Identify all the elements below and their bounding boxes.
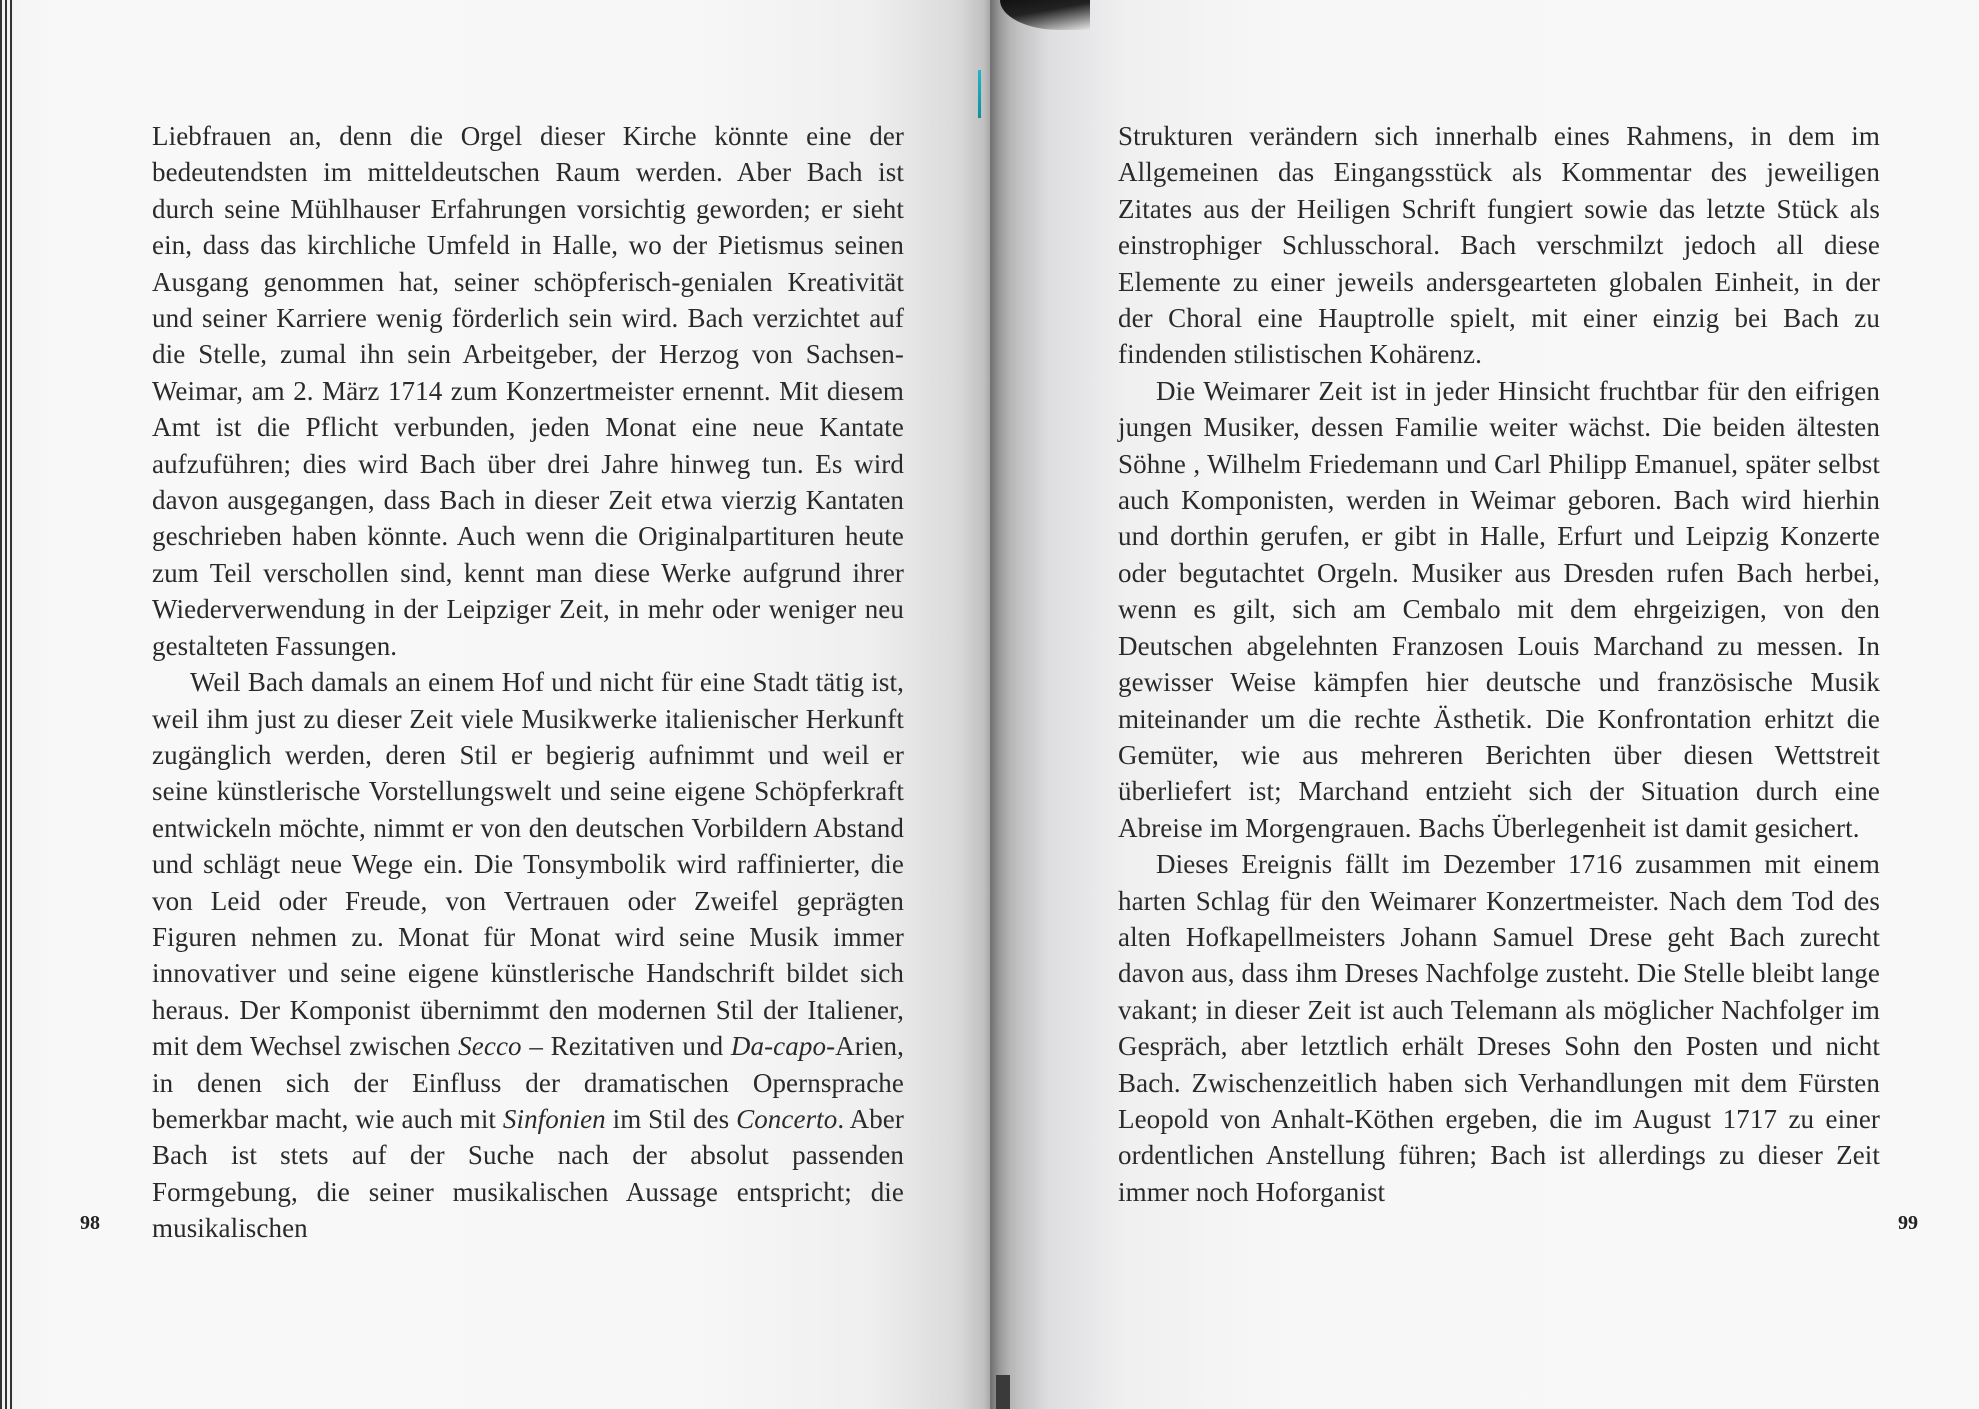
left-paragraph-2-start: Weil Bach damals an einem Hof und nicht für eine Stadt tätig ist, weil ihm just zu dieser Zeit viele Musikwerke italienischer Herkunft zugänglich werden, deren Stil er begierig aufnimmt und weil er seine künstlerische Vorstellungswelt und seine eigene Schöpferkraft entwickeln möchte, nimmt er von den deutschen Vorbildern Abstand und schlägt neue Wege ein. Die Tonsymbolik wird raffinierter, die von Leid oder Freude, von Vertrauen oder Zweifel geprägten Figuren nehmen zu. Monat für Monat wird seine Musik immer innovativer und seine eigene künstlerische Handschrift bildet sich heraus. Der Komponist übernimmt den modernen Stil der Italiener, mit dem Wechsel zwischen <box>152 667 904 1062</box>
right-paragraph-1: Strukturen verändern sich innerhalb eines Rahmens, in dem im Allgemeinen das Eingangsstück als Kommentar des jeweiligen Zitates aus der Heiligen Schrift fungiert sowie das letzte Stück als einstrophiger Schlusschoral. Bach verschmilzt jedoch all diese Elemente zu einer jeweils andersgearteten globalen Einheit, in der der Choral eine Hauptrolle spielt, mit einer einzig bei Bach zu findenden stilistischen Kohärenz. <box>1118 121 1880 370</box>
left-paragraph-1: Liebfrauen an, denn die Orgel dieser Kirche könnte eine der bedeutendsten im mitteldeutschen Raum werden. Aber Bach ist durch seine Mühlhauser Erfahrungen vorsichtig geworden; er sieht ein, dass das kirchliche Umfeld in Halle, wo der Pietismus seinen Ausgang genommen hat, seiner schöpferisch-genialen Kreativität und seiner Karriere wenig förderlich sein wird. Bach verzichtet auf die Stelle, zumal ihn sein Arbeitgeber, der Herzog von Sachsen-Weimar, am 2. März 1714 zum Konzertmeister ernennt. Mit diesem Amt ist die Pflicht verbunden, jeden Monat eine neue Kantate aufzuführen; dies wird Bach über drei Jahre hinweg tun. Es wird davon ausgegangen, dass Bach in dieser Zeit etwa vierzig Kantaten geschrieben haben könnte. Auch wenn die Originalpartituren heute zum Teil verschollen sind, kennt man diese Werke aufgrund ihrer Wiederverwendung in der Leipziger Zeit, in mehr oder weniger neu gestalteten Fassungen. <box>152 121 904 661</box>
left-paragraph-2-mid-2: -Arien, in denen sich der Einfluss der dramatischen Opernsprache bemerkbar macht, wie auch mit <box>152 1031 904 1134</box>
italic-secco: Secco <box>458 1031 522 1062</box>
bookmark-ribbon <box>978 70 981 118</box>
scan-bottom-shadow <box>996 1375 1010 1409</box>
left-page-number: 98 <box>80 1212 100 1234</box>
left-paragraph-2-mid-3: im Stil des <box>605 1103 737 1134</box>
right-paragraph-3: Dieses Ereignis fällt im Dezember 1716 zusammen mit einem harten Schlag für den Weimarer Konzertmeister. Nach dem Tod des alten Hofkapellmeisters Johann Samuel Drese geht Bach zurecht davon aus, dass ihm Dreses Nachfolge zusteht. Die Stelle bleibt lange vakant; in dieser Zeit ist auch Telemann als möglicher Nachfolger im Gespräch, aber letztlich erhält Dreses Sohn den Posten und nicht Bach. Zwischenzeitlich haben sich Verhandlungen mit dem Fürsten Leopold von Anhalt-Köthen ergeben, die im August 1717 zu einer ordentlichen Anstellung führen; Bach ist allerdings zu dieser Zeit immer noch Hoforganist <box>1118 849 1880 1207</box>
right-page-text <box>1118 118 1880 1210</box>
left-paragraph-2 <box>152 664 904 1247</box>
left-page-text <box>152 118 904 1247</box>
right-page-number: 99 <box>1898 1212 1918 1234</box>
right-page <box>990 0 1979 1409</box>
left-paragraph-2-mid-1: – Rezitativen und <box>521 1031 731 1062</box>
gutter-shadow <box>960 0 1020 1409</box>
right-paragraph-2: Die Weimarer Zeit ist in jeder Hinsicht fruchtbar für den eifrigen jungen Musiker, dessen Familie weiter wächst. Die beiden ältesten Söhne , Wilhelm Friedemann und Carl Philipp Emanuel, später selbst auch Komponisten, werden in Weimar geboren. Bach wird hierhin und dorthin gerufen, er gibt in Halle, Erfurt und Leipzig Konzerte oder begutachtet Orgeln. Musiker aus Dresden rufen Bach herbei, wenn es gilt, sich am Cembalo mit dem ehrgeizigen, von den Deutschen abgelehnten Franzosen Louis Marchand zu messen. In gewisser Weise kämpfen hier deutsche und französische Musik miteinander um die rechte Ästhetik. Die Konfrontation erhitzt die Gemüter, wie aus mehreren Berichten über diesen Wettstreit überliefert ist; Marchand entzieht sich der Situation durch eine Abreise im Morgengrauen. Bachs Überlegenheit ist damit gesichert. <box>1118 375 1880 843</box>
italic-concerto: Concerto <box>736 1103 838 1134</box>
italic-sinfonien: Sinfonien <box>502 1103 606 1134</box>
page-edge-lines <box>0 0 14 1409</box>
left-paragraph-2-end: . Aber Bach ist stets auf der Suche nach der absolut passenden Formgebung, die seiner musikalischen Aussage entspricht; die musikalischen <box>152 1103 904 1244</box>
italic-da-capo: Da-capo <box>730 1031 827 1062</box>
